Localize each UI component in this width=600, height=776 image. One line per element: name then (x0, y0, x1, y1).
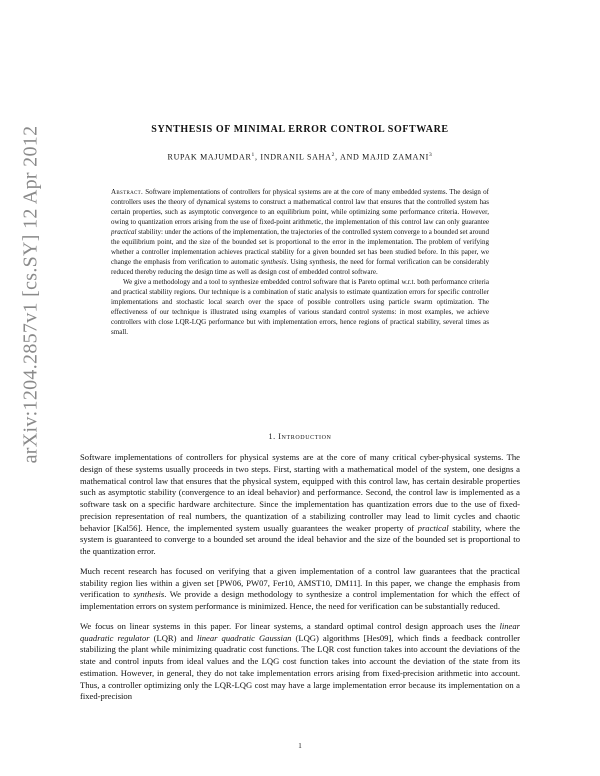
abstract-emphasis-practical: practical (111, 228, 137, 236)
abstract-text-1b: stability: under the actions of the implementation, the trajectories of the controlled system converge to a bounded set around the equilibrium point, and the size of the bounded set is proportional to the error in the implementation. The problem of verifying whether a controller implementation achieves practical stability for a given bounded set has been studied before. In this paper, we change the emphasis from verification to automatic (111, 228, 489, 266)
abstract-text-1c: . Using synthesis, the need for formal verification can be considerably reduced thereby reducing the design time as well as design cost of embedded control software. (111, 258, 489, 276)
body-text-3a: We focus on linear systems in this paper. For linear systems, a standard optimal control design approach uses the (80, 620, 500, 631)
arxiv-identifier-stamp (14, 14, 48, 574)
arxiv-id-text: arXiv:1204.2857v1 [cs.SY] 12 Apr 2012 (19, 125, 42, 463)
body-text (80, 452, 520, 711)
body-text-1b: stability, where the system is guaranteed to converge to a bounded set around the ideal behavior and the size of the bounded set is proportional to the quantization error. (80, 522, 520, 556)
body-text-2b: . We provide a design methodology to synthesize a control implementation for which the effect of implementation errors on system performance is minimized. Hence, the need for verification can be substantially reduced. (80, 589, 521, 611)
paper-title: SYNTHESIS OF MINIMAL ERROR CONTROL SOFTWARE (151, 124, 449, 135)
body-emphasis-practical: practical (417, 522, 449, 533)
section-heading-introduction (80, 432, 520, 441)
body-paragraph-3 (80, 621, 520, 703)
body-emphasis-lqr: linear quadratic regulator (80, 620, 520, 643)
author-3-affiliation-mark: 3 (429, 152, 433, 158)
abstract-paragraph-1 (111, 187, 489, 277)
author-1-affiliation-mark: 1 (251, 152, 255, 158)
abstract-emphasis-synthesis: synthesis (261, 258, 287, 266)
body-text-2a: Much recent research has focused on verifying that a given implementation of a control law guarantees that the practical stability region lies within a given set [PW06, PW07, Fer10, AMST10, DM11]. In this paper, we change the emphasis from verification to (80, 565, 520, 600)
author-3: , AND MAJID ZAMANI (335, 152, 429, 162)
abstract-label: Abstract. (111, 188, 144, 196)
body-text-1a: Software implementations of controllers for physical systems are at the core of many critical cyber-physical systems. The design of these systems usually proceeds in two steps. First, starting with a mathematical model of the system, one designs a mathematical control law that ensures that the physical system, equipped with this control law, has certain desirable properties such as asymptotic stability (convergence to an ideal behavior) and performance. Second, the control law is implemented as a software task on a specific hardware architecture. Since the implementation has quantization errors due to the use of fixed-precision representation of real numbers, the quantization of a stabilizing controller may lead to limit cycles and chaotic behavior [Kal56]. Hence, the implemented system usually guarantees the weaker property of (80, 452, 520, 533)
page-number: 1 (298, 742, 302, 750)
body-paragraph-1 (80, 452, 520, 558)
body-text-3c: (LQG) algorithms [Hes09], which finds a feedback controller stabilizing the plant while minimizing quadratic cost functions. The LQR cost function takes into account the deviations of the state and control inputs from ideal values and the LQG cost function takes into account the deviation of the state from its estimation. However, in general, they do not take implementation errors arising from fixed-precision arithmetic into account. Thus, a controller optimizing only the LQR-LQG cost may have a large implementation error because its implementation on a fixed-precision (80, 632, 521, 702)
body-emphasis-synthesis: synthesis (133, 589, 165, 600)
section-number: 1. (268, 432, 276, 441)
section-title: Introduction (278, 432, 332, 441)
author-list (80, 152, 520, 162)
abstract-paragraph-2: We give a methodology and a tool to synthesize embedded control software that is Pareto optimal w.r.t. both performance criteria and practical stability regions. Our technique is a combination of static analysis to estimate quantization errors for specific controller implementations and stochastic local search over the space of possible controllers using particle swarm optimization. The effectiveness of our technique is illustrated using examples of various standard control systems: in most examples, we achieve controllers with close LQR-LQG performance but with implementation errors, hence regions of practical stability, several times as small. (111, 278, 489, 336)
body-text-3b: (LQR) and (149, 632, 197, 643)
author-2: , INDRANIL SAHA (254, 152, 332, 162)
abstract (111, 187, 489, 337)
body-emphasis-lqg: linear quadratic Gaussian (196, 632, 292, 643)
abstract-text-1a: Software implementations of controllers for physical systems are at the core of many embedded systems. The design of controllers uses the theory of dynamical systems to construct a mathematical control law that ensures that the controlled system has certain properties, such as asymptotic convergence to an equilibrium point, while optimizing some performance criteria. However, owing to quantization errors arising from the use of fixed-point arithmetic, the implementation of this control law can only guarantee (111, 188, 490, 226)
author-1: RUPAK MAJUMDAR (167, 152, 252, 162)
author-2-affiliation-mark: 2 (331, 152, 336, 158)
body-paragraph-2 (80, 566, 520, 613)
